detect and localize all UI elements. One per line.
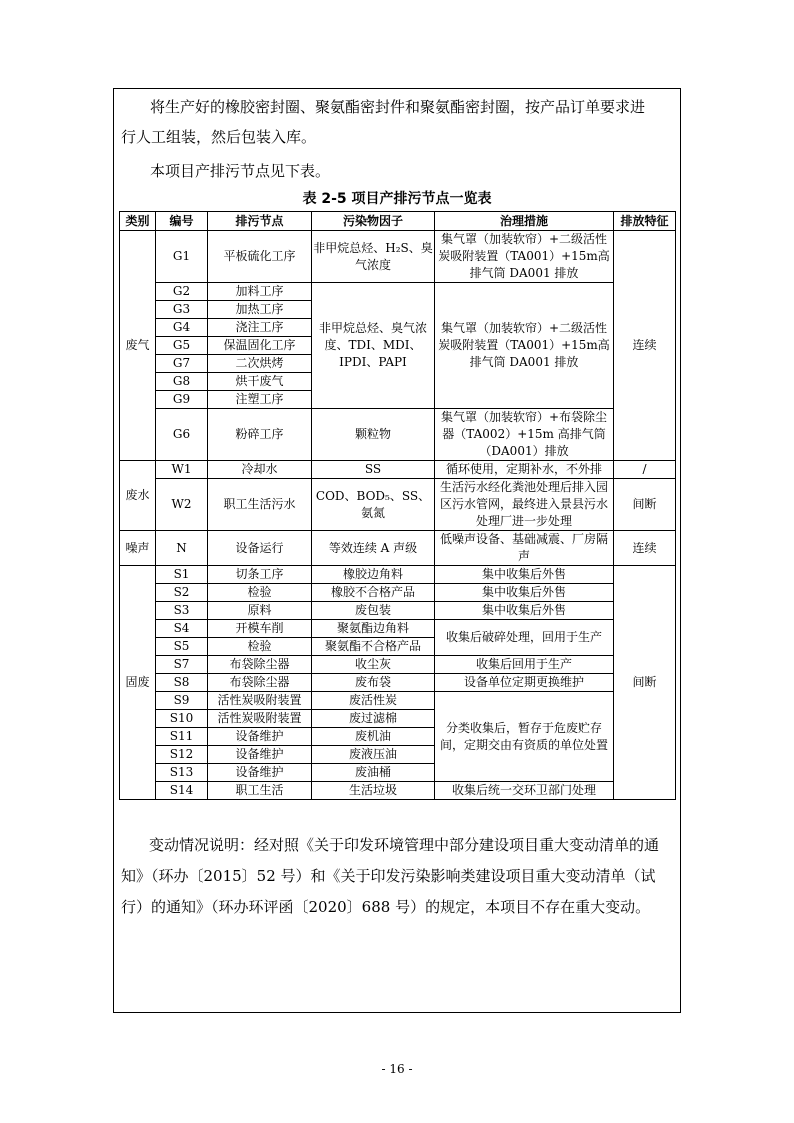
node-cell: 原料 — [208, 602, 312, 620]
intro-line-1: 将生产好的橡胶密封圈、聚氨酯密封件和聚氨酯密封圈，按产品订单要求进 — [150, 98, 646, 116]
page-number: - 16 - — [381, 1062, 413, 1076]
node-cell: 检验 — [208, 584, 312, 602]
factor-cell: 颗粒物 — [312, 409, 435, 461]
node-cell: 布袋除尘器 — [208, 656, 312, 674]
code-cell: S14 — [156, 782, 208, 800]
node-cell: 平板硫化工序 — [208, 231, 312, 283]
code-cell: S4 — [156, 620, 208, 638]
change-note — [121, 830, 673, 923]
code-cell: S7 — [156, 656, 208, 674]
factor-cell: COD、BOD₅、SS、氨氮 — [312, 479, 435, 531]
measure-cell: 低噪声设备、基础减震、厂房隔声 — [435, 531, 614, 566]
feature-cell: 间断 — [614, 479, 676, 531]
intro-line-3: 本项目产排污节点见下表。 — [150, 162, 331, 180]
header-node: 排污节点 — [208, 212, 312, 231]
factor-cell: 聚氨酯边角料 — [312, 620, 435, 638]
code-cell: S2 — [156, 584, 208, 602]
pollution-table — [119, 211, 676, 800]
feature-gas: 连续 — [614, 231, 676, 461]
table-caption: 表 2-5 项目产排污节点一览表 — [302, 191, 492, 207]
table-row — [120, 231, 676, 283]
category-water: 废水 — [120, 461, 156, 531]
header-measure: 治理措施 — [435, 212, 614, 231]
table-row — [120, 461, 676, 479]
factor-cell: 废液压油 — [312, 746, 435, 764]
code-cell: G6 — [156, 409, 208, 461]
category-noise: 噪声 — [120, 531, 156, 566]
measure-cell: 集气罩（加装软帘）+二级活性炭吸附装置（TA001）+15m高排气筒 DA001 排放 — [435, 231, 614, 283]
node-cell: 二次烘烤 — [208, 355, 312, 373]
node-cell: 检验 — [208, 638, 312, 656]
factor-cell: 废过滤棉 — [312, 710, 435, 728]
change-note-text: 变动情况说明：经对照《关于印发环境管理中部分建设项目重大变动清单的通知》（环办〔2015〕52 号）和《关于印发污染影响类建设项目重大变动清单（试行）的通知》（环办环评函〔2020〕688 号）的规定，本项目不存在重大变动。 — [121, 836, 660, 916]
code-cell: W2 — [156, 479, 208, 531]
measure-cell: 集气罩（加装软帘）+布袋除尘器（TA002）+15m 高排气筒（DA001）排放 — [435, 409, 614, 461]
category-gas: 废气 — [120, 231, 156, 461]
node-cell: 加热工序 — [208, 301, 312, 319]
code-cell: G8 — [156, 373, 208, 391]
measure-cell: 分类收集后，暂存于危废贮存间，定期交由有资质的单位处置 — [435, 692, 614, 782]
measure-cell: 设备单位定期更换维护 — [435, 674, 614, 692]
table-row — [120, 602, 676, 620]
code-cell: G4 — [156, 319, 208, 337]
table-row — [120, 674, 676, 692]
table-row — [120, 620, 676, 638]
table-row — [120, 566, 676, 584]
header-category: 类别 — [120, 212, 156, 231]
header-feature: 排放特征 — [614, 212, 676, 231]
node-cell: 设备维护 — [208, 764, 312, 782]
code-cell: G2 — [156, 283, 208, 301]
node-cell: 职工生活污水 — [208, 479, 312, 531]
code-cell: S11 — [156, 728, 208, 746]
table-row — [120, 283, 676, 301]
table-row — [120, 409, 676, 461]
code-cell: S3 — [156, 602, 208, 620]
factor-cell: 等效连续 A 声级 — [312, 531, 435, 566]
factor-cell: 非甲烷总烃、臭气浓度、TDI、MDI、IPDI、PAPI — [312, 283, 435, 409]
code-cell: S5 — [156, 638, 208, 656]
factor-cell: 橡胶边角料 — [312, 566, 435, 584]
code-cell: G7 — [156, 355, 208, 373]
table-row — [120, 692, 676, 710]
code-cell: N — [156, 531, 208, 566]
measure-cell: 收集后破碎处理，回用于生产 — [435, 620, 614, 656]
node-cell: 活性炭吸附装置 — [208, 710, 312, 728]
factor-cell: 非甲烷总烃、H₂S、臭气浓度 — [312, 231, 435, 283]
factor-cell: 橡胶不合格产品 — [312, 584, 435, 602]
factor-cell: 收尘灰 — [312, 656, 435, 674]
node-cell: 粉碎工序 — [208, 409, 312, 461]
table-row — [120, 656, 676, 674]
table-row — [120, 531, 676, 566]
node-cell: 设备运行 — [208, 531, 312, 566]
table-header-row — [120, 212, 676, 231]
factor-cell: 生活垃圾 — [312, 782, 435, 800]
node-cell: 设备维护 — [208, 746, 312, 764]
code-cell: S10 — [156, 710, 208, 728]
node-cell: 浇注工序 — [208, 319, 312, 337]
feature-cell: 连续 — [614, 531, 676, 566]
measure-cell: 集气罩（加装软帘）+二级活性炭吸附装置（TA001）+15m高排气筒 DA001 排放 — [435, 283, 614, 409]
node-cell: 加料工序 — [208, 283, 312, 301]
factor-cell: SS — [312, 461, 435, 479]
factor-cell: 废油桶 — [312, 764, 435, 782]
code-cell: G5 — [156, 337, 208, 355]
measure-cell: 生活污水经化粪池处理后排入园区污水管网，最终进入景县污水处理厂进一步处理 — [435, 479, 614, 531]
node-cell: 开模车削 — [208, 620, 312, 638]
measure-cell: 收集后回用于生产 — [435, 656, 614, 674]
category-solid: 固废 — [120, 566, 156, 800]
code-cell: G9 — [156, 391, 208, 409]
code-cell: S13 — [156, 764, 208, 782]
header-code: 编号 — [156, 212, 208, 231]
table-row — [120, 584, 676, 602]
measure-cell: 集中收集后外售 — [435, 602, 614, 620]
table-row — [120, 479, 676, 531]
factor-cell: 废包装 — [312, 602, 435, 620]
node-cell: 职工生活 — [208, 782, 312, 800]
node-cell: 切条工序 — [208, 566, 312, 584]
node-cell: 冷却水 — [208, 461, 312, 479]
node-cell: 布袋除尘器 — [208, 674, 312, 692]
node-cell: 活性炭吸附装置 — [208, 692, 312, 710]
code-cell: S8 — [156, 674, 208, 692]
code-cell: S12 — [156, 746, 208, 764]
feature-solid: 间断 — [614, 566, 676, 800]
code-cell: S1 — [156, 566, 208, 584]
header-factor: 污染物因子 — [312, 212, 435, 231]
factor-cell: 废布袋 — [312, 674, 435, 692]
code-cell: G3 — [156, 301, 208, 319]
node-cell: 烘干废气 — [208, 373, 312, 391]
code-cell: S9 — [156, 692, 208, 710]
measure-cell: 集中收集后外售 — [435, 566, 614, 584]
factor-cell: 废机油 — [312, 728, 435, 746]
measure-cell: 集中收集后外售 — [435, 584, 614, 602]
factor-cell: 聚氨酯不合格产品 — [312, 638, 435, 656]
node-cell: 设备维护 — [208, 728, 312, 746]
node-cell: 保温固化工序 — [208, 337, 312, 355]
feature-cell: / — [614, 461, 676, 479]
node-cell: 注塑工序 — [208, 391, 312, 409]
table-row — [120, 782, 676, 800]
factor-cell: 废活性炭 — [312, 692, 435, 710]
measure-cell: 循环使用，定期补水，不外排 — [435, 461, 614, 479]
intro-line-2: 行人工组装，然后包装入库。 — [121, 128, 317, 146]
code-cell: G1 — [156, 231, 208, 283]
code-cell: W1 — [156, 461, 208, 479]
measure-cell: 收集后统一交环卫部门处理 — [435, 782, 614, 800]
